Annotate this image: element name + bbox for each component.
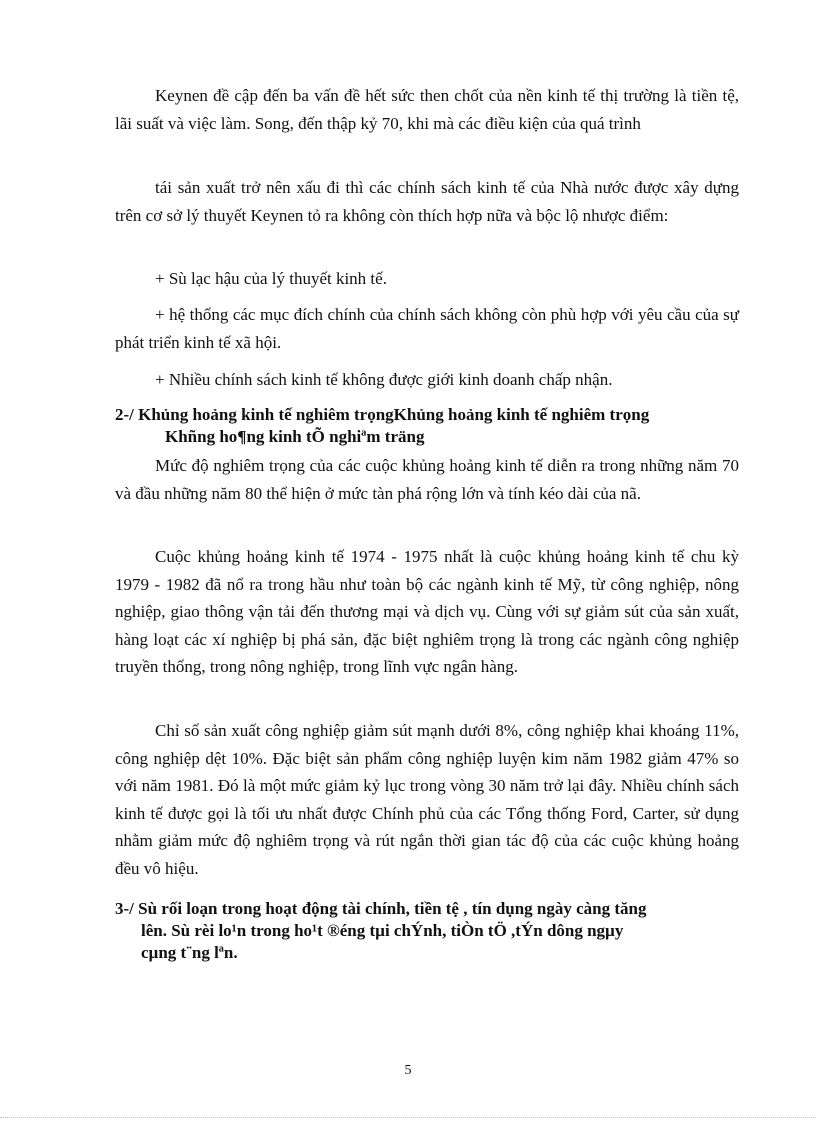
section-heading-2-garbled: Khñng ho¶ng kinh tÕ nghiªm träng: [165, 427, 425, 446]
page-number: 5: [404, 1063, 412, 1078]
section-heading-3-line2: lên. Sù rèi lo¹n trong ho¹t ®éng tµi chÝnh, tiÒn tÖ ,tÝn dông ngµy: [141, 921, 624, 940]
section-heading-2-title: 2-/ Khủng hoảng kinh tế nghiêm trọngKhủng hoảng kinh tế nghiêm trọng: [115, 405, 650, 424]
section-heading-2: [115, 404, 745, 448]
paragraph-crisis-1974: Cuộc khủng hoảng kinh tế 1974 - 1975 nhất là cuộc khủng hoảng kinh tế chu kỳ 1979 - 1982 đã nổ ra trong hầu như toàn bộ các ngành kinh tế Mỹ, từ công nghiệp, nông nghiệp, giao thông vận tải đến thương mại và dịch vụ. Cùng với sự giảm sút của sản xuất, hàng loạt các xí nghiệp bị phá sản, đặc biệt nghiêm trọng là trong các ngành công nghiệp truyền thống, trong nông nghiệp, trong lĩnh vực ngân hàng.: [115, 547, 739, 676]
list-item-business-rejection: + Nhiều chính sách kinh tế không được giới kinh doanh chấp nhận.: [155, 370, 613, 389]
paragraph-crisis-severity: Mức độ nghiêm trọng của các cuộc khủng hoảng kinh tế diễn ra trong những năm 70 và đầu những năm 80 thể hiện ở mức tàn phá rộng lớn và tính kéo dài của nã.: [115, 456, 739, 503]
section-heading-3: [115, 898, 745, 964]
page-bottom-border: [0, 1117, 816, 1118]
paragraph-keynen-intro: Keynen đề cập đến ba vấn đề hết sức then chốt của nền kinh tế thị trường là tiền tệ, lãi suất và việc làm. Song, đến thập kỷ 70, khi mà các điều kiện của quá trình: [115, 86, 739, 133]
list-item-policy-goals: + hệ thống các mục đích chính của chính sách không còn phù hợp với yêu cầu của sự phát triển kinh tế xã hội.: [115, 305, 739, 352]
paragraph-industrial-index: Chỉ số sản xuất công nghiệp giảm sút mạnh dưới 8%, công nghiệp khai khoáng 11%, công nghiệp dệt 10%. Đặc biệt sản phẩm công nghiệp luyện kim năm 1982 giảm 47% so với năm 1981. Đó là một mức giảm kỷ lục trong vòng 30 năm trở lại đây. Nhiều chính sách kinh tế được gọi là tối ưu nhất được Chính phủ của các Tổng thống Ford, Carter, sử dụng nhằm giảm mức độ nghiêm trọng và rút ngắn thời gian tác độ của các cuộc khủng hoảng đều vô hiệu.: [115, 721, 739, 878]
list-item-outdated-theory: + Sù lạc hậu của lý thuyết kinh tế.: [155, 269, 387, 288]
section-heading-3-title: 3-/ Sù rối loạn trong hoạt động tài chính, tiền tệ , tín dụng ngày càng tăng: [115, 899, 647, 918]
paragraph-keynen-weakness: tái sản xuất trở nên xấu đi thì các chính sách kinh tế của Nhà nước được xây dựng trên cơ sở lý thuyết Keynen tỏ ra không còn thích hợp nữa và bộc lộ nhược điểm:: [115, 178, 739, 225]
section-heading-3-line3: cµng t¨ng lªn.: [141, 943, 238, 962]
